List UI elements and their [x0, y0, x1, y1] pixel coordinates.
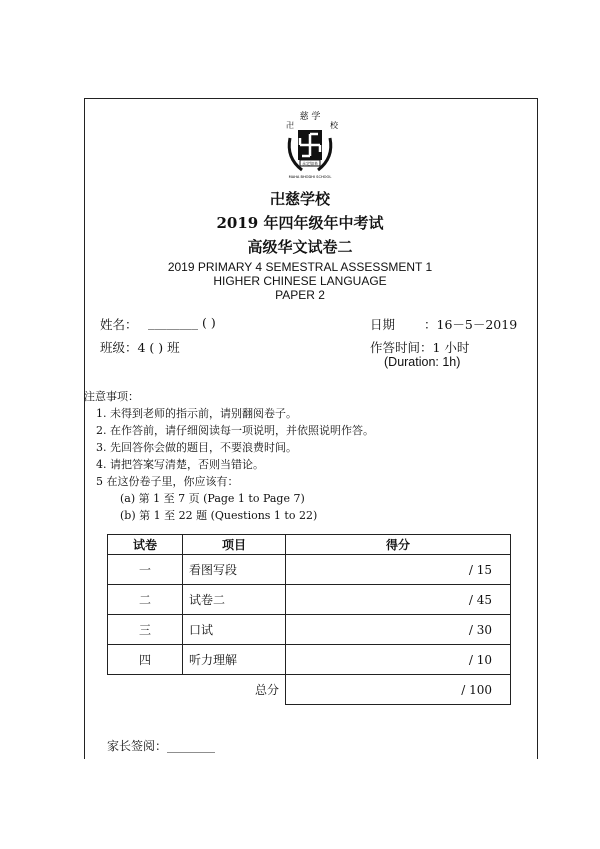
class-field[interactable]: 班级：4 ( ) 班	[100, 340, 180, 355]
header-score: 得分	[286, 535, 511, 555]
instruction-item: 1. 未得到老师的指示前，请别翻阅卷子。	[96, 407, 297, 420]
table-row	[108, 555, 511, 585]
instruction-item: 2. 在作答前，请仔细阅读每一项说明，并依照说明作答。	[96, 424, 374, 437]
svg-text:MAHA BHODHI SCHOOL: MAHA BHODHI SCHOOL	[288, 175, 332, 179]
table-row	[108, 585, 511, 615]
row-paper: 三	[108, 615, 183, 645]
duration-label: 作答时间：1 小时	[370, 340, 470, 355]
name-field[interactable]: ________ ( )	[148, 315, 216, 330]
header-paper: 试卷	[108, 535, 183, 555]
row-paper: 四	[108, 645, 183, 675]
duration-english: (Duration: 1h)	[384, 355, 461, 369]
paper-title: 高级华文试卷二	[247, 238, 353, 256]
row-item: 口试	[183, 615, 286, 645]
instruction-item: 4. 请把答案写清楚，否则当错论。	[96, 458, 264, 471]
school-name: 卍慈学校	[269, 190, 330, 208]
table-row	[108, 645, 511, 675]
row-item: 试卷二	[183, 585, 286, 615]
school-crest-logo	[280, 108, 340, 180]
instruction-subitem: (a) 第 1 至 7 页 (Page 1 to Page 7)	[120, 492, 305, 505]
svg-text:校: 校	[330, 121, 338, 130]
instructions	[84, 388, 374, 524]
svg-text:慈 学: 慈 学	[299, 112, 321, 122]
english-title-line1: 2019 PRIMARY 4 SEMESTRAL ASSESSMENT 1	[167, 260, 433, 274]
row-score[interactable]: / 45	[286, 585, 511, 615]
instruction-item: 3. 先回答你会做的题目，不要浪费时间。	[96, 441, 297, 454]
row-score[interactable]: / 15	[286, 555, 511, 585]
instruction-subitem: (b) 第 1 至 22 题 (Questions 1 to 22)	[120, 509, 318, 522]
svg-text:永定如来: 永定如来	[302, 161, 318, 166]
date-label: 日期	[370, 317, 396, 332]
english-title-line3: PAPER 2	[275, 288, 325, 302]
total-row	[108, 675, 511, 705]
score-table-header	[108, 535, 511, 555]
row-paper: 一	[108, 555, 183, 585]
exam-title: 2019 年四年级年中考试	[216, 214, 384, 232]
row-score[interactable]: / 10	[286, 645, 511, 675]
total-label: 总分	[254, 683, 279, 698]
date-value: ：16－5－2019	[424, 317, 518, 332]
english-title-line2: HIGHER CHINESE LANGUAGE	[213, 274, 387, 288]
header-item: 项目	[183, 535, 286, 555]
parent-signature-field[interactable]: 家长签阅：________	[107, 739, 216, 753]
table-row	[108, 615, 511, 645]
total-spacer	[108, 675, 183, 705]
row-item: 看图写段	[183, 555, 286, 585]
score-table	[107, 534, 511, 705]
row-paper: 二	[108, 585, 183, 615]
name-label: 姓名：	[100, 317, 138, 332]
total-score[interactable]: / 100	[286, 675, 511, 705]
instructions-heading: 注意事项：	[84, 390, 139, 403]
row-item: 听力理解	[183, 645, 286, 675]
svg-text:卍: 卍	[286, 121, 294, 130]
instruction-item: 5 在这份卷子里，你应该有：	[96, 475, 239, 488]
row-score[interactable]: / 30	[286, 615, 511, 645]
